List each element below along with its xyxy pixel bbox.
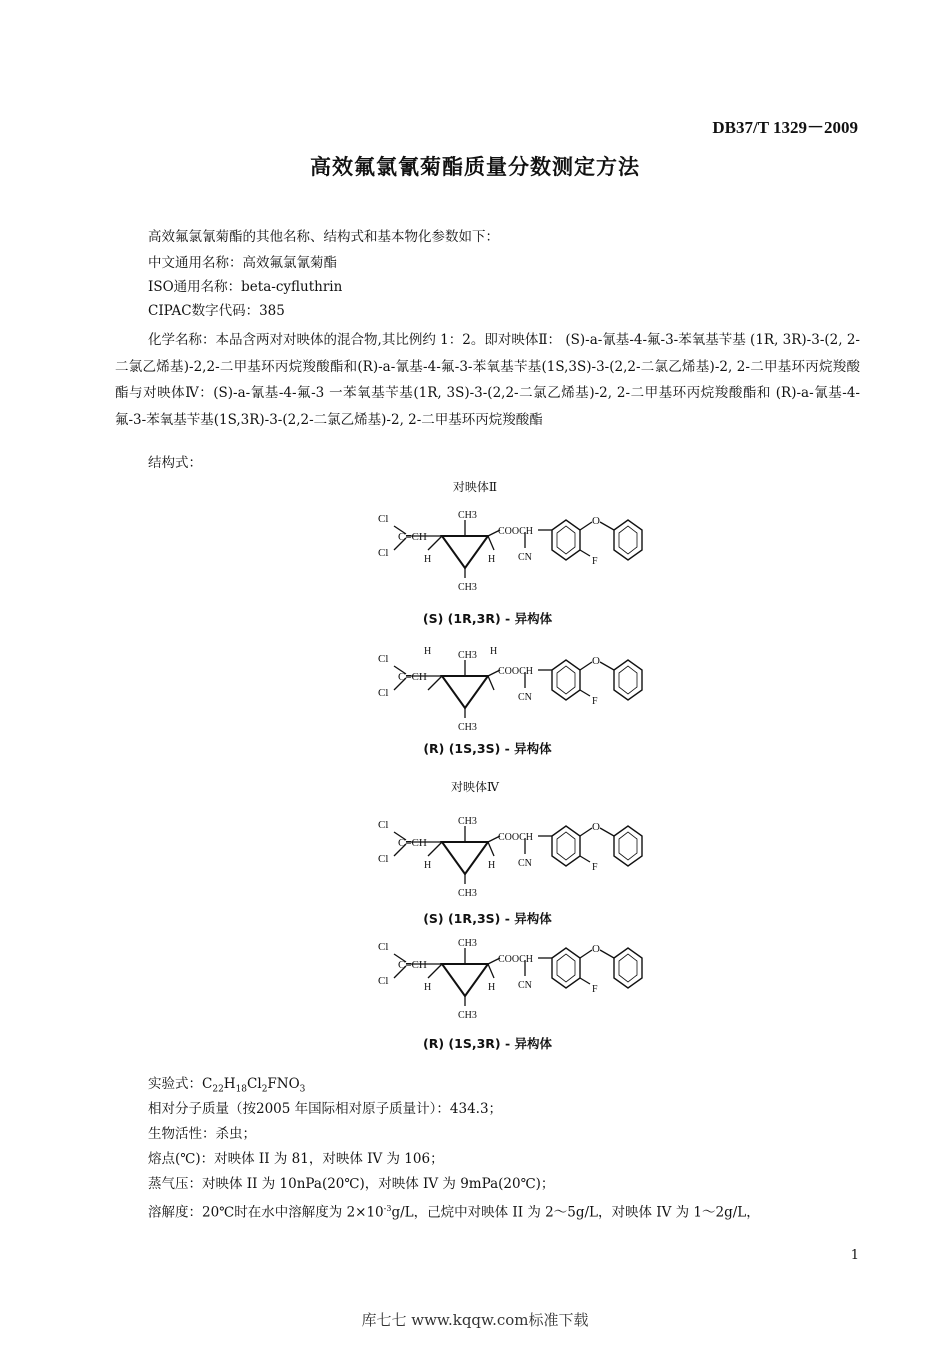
chem-atom-label: CH3 [458, 650, 477, 661]
structure-diagram [370, 928, 670, 1028]
chem-atom-label: CH3 [458, 1010, 477, 1021]
footer-watermark: 库七七 www.kqqw.com标准下载 [361, 1311, 589, 1329]
formula-h-count: 18 [235, 1084, 248, 1095]
chem-atom-label: H [424, 646, 432, 657]
chem-atom-label: F [592, 696, 598, 707]
chem-atom-label: O [592, 943, 600, 955]
chem-atom-label: C=CH [398, 671, 427, 683]
chem-atom-label: CH3 [458, 510, 477, 521]
chem-atom-label: H [424, 982, 432, 993]
intro-line: 中文通用名称：高效氟氯氰菊酯 [148, 255, 337, 271]
chem-atom-label: Cl [378, 687, 389, 699]
chem-atom-label: F [592, 984, 598, 995]
chem-atom-label: F [592, 556, 598, 567]
structure-diagram [370, 640, 670, 740]
formula-cl: Cl [247, 1076, 262, 1092]
chem-atom-label: CN [518, 692, 532, 703]
isomer-label: (R) (1S,3S) - 异构体 [423, 741, 552, 756]
chem-atom-label: COOCH [498, 666, 534, 677]
enantiomer-caption: 对映体Ⅱ [452, 480, 498, 494]
chem-atom-label: F [592, 862, 598, 873]
chem-atom-label: Cl [378, 653, 389, 665]
isomer-label: (S) (1R,3R) - 异构体 [422, 611, 553, 626]
chem-atom-label: H [488, 860, 496, 871]
chem-atom-label: CH3 [458, 582, 477, 593]
chem-atom-label: COOCH [498, 832, 534, 843]
formula-c-count: 22 [212, 1084, 224, 1095]
chem-atom-label: H [490, 646, 498, 657]
chem-atom-label: O [592, 655, 600, 667]
bio-activity: 生物活性：杀虫； [148, 1126, 256, 1142]
isomer-label: (S) (1R,3S) - 异构体 [423, 911, 552, 926]
chem-atom-label: CH3 [458, 816, 477, 827]
intro-line: CIPAC数字代码：385 [148, 303, 285, 319]
chem-atom-label: H [424, 860, 432, 871]
chem-atom-label: COOCH [498, 954, 534, 965]
standard-number: DB37/T 1329－2009 [712, 118, 858, 137]
formula-label: 实验式： [148, 1076, 202, 1092]
solubility-prefix: 溶解度：20℃时在水中溶解度为 2×10 [148, 1204, 384, 1221]
chem-atom-label: COOCH [498, 526, 534, 537]
chem-atom-label: CH3 [458, 938, 477, 949]
chem-atom-label: C=CH [398, 531, 427, 543]
chem-atom-label: Cl [378, 853, 389, 865]
chem-atom-label: CH3 [458, 888, 477, 899]
formula-rest: FNO [267, 1076, 300, 1092]
page-number: 1 [850, 1248, 859, 1263]
chem-atom-label: H [488, 982, 496, 993]
chem-atom-label: H [424, 554, 432, 565]
chem-atom-label: CN [518, 552, 532, 563]
chem-atom-label: C=CH [398, 959, 427, 971]
vapor-pressure: 蒸气压：对映体 II 为 10nPa(20℃)，对映体 IV 为 9mPa(20℃)； [148, 1176, 555, 1192]
intro-line: 高效氟氯氰菊酯的其他名称、结构式和基本物化参数如下： [148, 229, 499, 245]
chem-atom-label: CN [518, 858, 532, 869]
chem-atom-label: O [592, 821, 600, 833]
chem-atom-label: Cl [378, 819, 389, 831]
chem-atom-label: O [592, 515, 600, 527]
intro-line: ISO通用名称：beta-cyfluthrin [148, 279, 343, 295]
formula-o-count: 3 [299, 1084, 306, 1095]
isomer-label: (R) (1S,3R) - 异构体 [423, 1036, 552, 1051]
formula-cl-count: 2 [261, 1084, 268, 1095]
structure-diagram [370, 806, 670, 906]
document-title: 高效氟氯氰菊酯质量分数测定方法 [310, 155, 640, 179]
solubility-suffix: g/L，己烷中对映体 II 为 2～5g/L，对映体 IV 为 1～2g/L， [391, 1204, 760, 1221]
molar-mass: 相对分子质量（按2005 年国际相对原子质量计）：434.3； [148, 1101, 503, 1117]
formula-c: C [202, 1076, 213, 1092]
structure-label: 结构式： [148, 455, 202, 471]
melting-point: 熔点(℃)：对映体 II 为 81，对映体 IV 为 106； [148, 1151, 444, 1167]
enantiomer-caption: 对映体Ⅳ [451, 780, 499, 794]
formula-line [148, 1074, 305, 1100]
chem-atom-label: Cl [378, 941, 389, 953]
solubility-exponent: -3 [383, 1204, 392, 1213]
chem-atom-label: H [488, 554, 496, 565]
chemical-name-paragraph: 化学名称：本品含两对对映体的混合物,其比例约 1：2。即对映体Ⅱ： (S)-a-氰基-4-氟-3-苯氧基苄基 (1R, 3R)-3-(2, 2-二氯乙烯基)-2,2-二甲基环丙烷羧酸酯和(R)-a-氰基-4-氟-3-苯氧基苄基(1S,3S)-3-(2,2-二氯乙烯基)-2, 2-二甲基环丙烷羧酸酯与对映体Ⅳ：(S)-a-氰基-4-氟-3 一苯氧基苄基(1R, 3S)-3-(2,2-二氯乙烯基)-2, 2-二甲基环丙烷羧酸酯和 (R)-a-氰基-4-氟-3-苯氧基苄基(1S,3R)-3-(2,2-二氯乙烯基)-2, 2-二甲基环丙烷羧酸酯 [115, 332, 860, 428]
chem-atom-label: Cl [378, 975, 389, 987]
chem-atom-label: Cl [378, 547, 389, 559]
solubility [148, 1199, 760, 1223]
chem-atom-label: CN [518, 980, 532, 991]
structure-diagram [370, 500, 670, 600]
formula-h: H [223, 1076, 236, 1092]
chem-atom-label: Cl [378, 513, 389, 525]
chem-atom-label: CH3 [458, 722, 477, 733]
chem-atom-label: C=CH [398, 837, 427, 849]
